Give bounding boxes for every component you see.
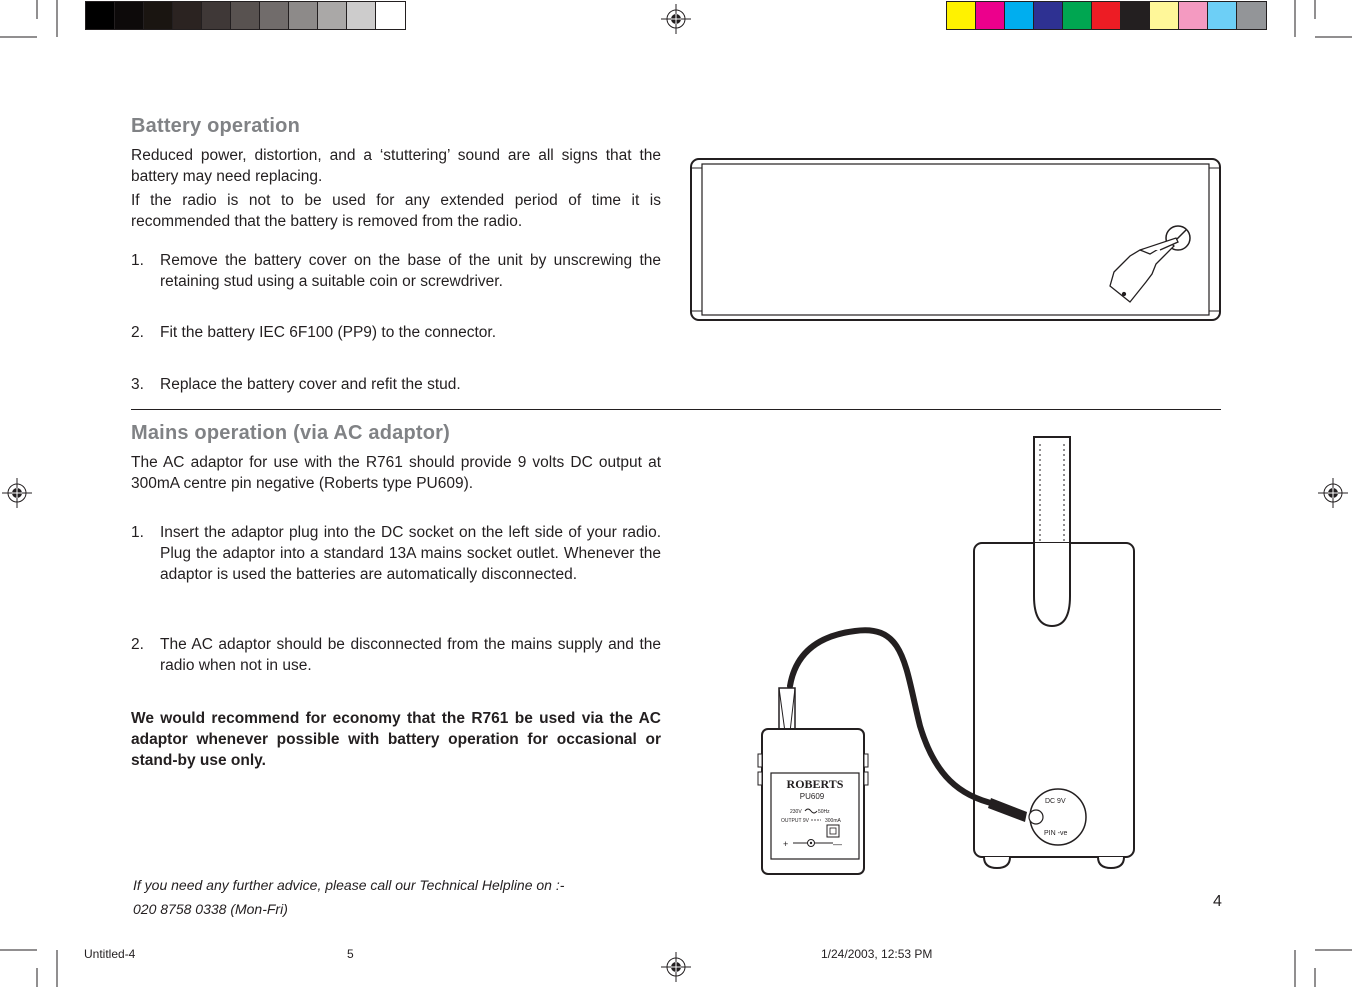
process-swatch-5: [1063, 2, 1092, 29]
battery-step-1: 1. Remove the battery cover on the base of the unit by unscrewing the retaining stud using a suitable coin or screwdriver.: [131, 252, 661, 290]
gray-swatch-4: [173, 2, 202, 29]
process-swatch-7: [1121, 2, 1150, 29]
adaptor-plus: +: [783, 839, 789, 849]
gray-swatch-1: [86, 2, 115, 29]
socket-label-bottom: PIN -ve: [1044, 830, 1068, 837]
adaptor-input-voltage: 230V: [790, 809, 802, 815]
dc-socket-icon: [1029, 789, 1086, 845]
helpline-text: If you need any further advice, please call our Technical Helpline on :-: [133, 877, 565, 893]
battery-cover-illustration: [690, 158, 1222, 322]
registration-mark-right-icon: [1318, 478, 1348, 508]
radio-adaptor-illustration: [755, 436, 1235, 886]
battery-step-3: 3. Replace the battery cover and refit the stud.: [131, 376, 461, 393]
gray-swatch-8: [289, 2, 318, 29]
registration-mark-left-icon: [2, 478, 32, 508]
gray-swatch-9: [318, 2, 347, 29]
adaptor-model: PU609: [799, 792, 825, 801]
helpline-number: 020 8758 0338 (Mon-Fri): [133, 901, 288, 917]
process-swatch-2: [976, 2, 1005, 29]
grayscale-bar: [85, 1, 406, 30]
adaptor-minus: —: [833, 839, 842, 849]
battery-para-2: If the radio is not to be used for any extended period of time it is recommended that the battery is removed from the radio.: [131, 192, 661, 230]
process-swatch-9: [1179, 2, 1208, 29]
adaptor-output: OUTPUT 9V: [781, 818, 809, 824]
battery-heading: Battery operation: [131, 115, 300, 137]
process-swatch-1: [947, 2, 976, 29]
gray-swatch-7: [260, 2, 289, 29]
page-number: 4: [1213, 893, 1222, 910]
mains-step-2: 2. The AC adaptor should be disconnected from the mains supply and the radio when not in use.: [131, 636, 661, 674]
process-swatch-11: [1237, 2, 1266, 29]
adaptor-input-frequency: 50Hz: [818, 809, 830, 815]
gray-swatch-6: [231, 2, 260, 29]
footer-file-name: Untitled-4: [84, 947, 136, 961]
process-color-bar: [946, 1, 1267, 30]
registration-mark-top-icon: [661, 4, 691, 34]
adaptor-current: 300mA: [825, 818, 841, 824]
mains-para-1: The AC adaptor for use with the R761 should provide 9 volts DC output at 300mA centre pin negative (Roberts type PU609).: [131, 454, 661, 492]
gray-swatch-3: [144, 2, 173, 29]
mains-step-1: 1. Insert the adaptor plug into the DC socket on the left side of your radio. Plug the adaptor into a standard 13A mains socket outlet. Whenever the adaptor is used the batteries are automatically disconnected.: [131, 524, 661, 583]
mains-heading: Mains operation (via AC adaptor): [131, 422, 451, 444]
ac-adaptor-icon: [758, 729, 868, 874]
process-swatch-6: [1092, 2, 1121, 29]
gray-swatch-5: [202, 2, 231, 29]
section-divider: [131, 409, 1221, 410]
footer-sheet-number: 5: [347, 947, 354, 961]
footer-timestamp: 1/24/2003, 12:53 PM: [821, 947, 933, 961]
battery-para-1: Reduced power, distortion, and a ‘stuttering’ sound are all signs that the battery may need replacing.: [131, 147, 661, 185]
process-swatch-8: [1150, 2, 1179, 29]
gray-swatch-11: [376, 2, 405, 29]
process-swatch-10: [1208, 2, 1237, 29]
process-swatch-4: [1034, 2, 1063, 29]
process-swatch-3: [1005, 2, 1034, 29]
registration-mark-bottom-icon: [661, 952, 691, 982]
adaptor-brand: ROBERTS: [786, 777, 844, 791]
economy-recommendation: We would recommend for economy that the R761 be used via the AC adaptor whenever possible with battery operation for occasional or stand-by use only.: [131, 710, 661, 769]
gray-swatch-10: [347, 2, 376, 29]
gray-swatch-2: [115, 2, 144, 29]
socket-label-top: DC 9V: [1045, 798, 1066, 805]
battery-step-2: 2. Fit the battery IEC 6F100 (PP9) to the connector.: [131, 324, 497, 341]
